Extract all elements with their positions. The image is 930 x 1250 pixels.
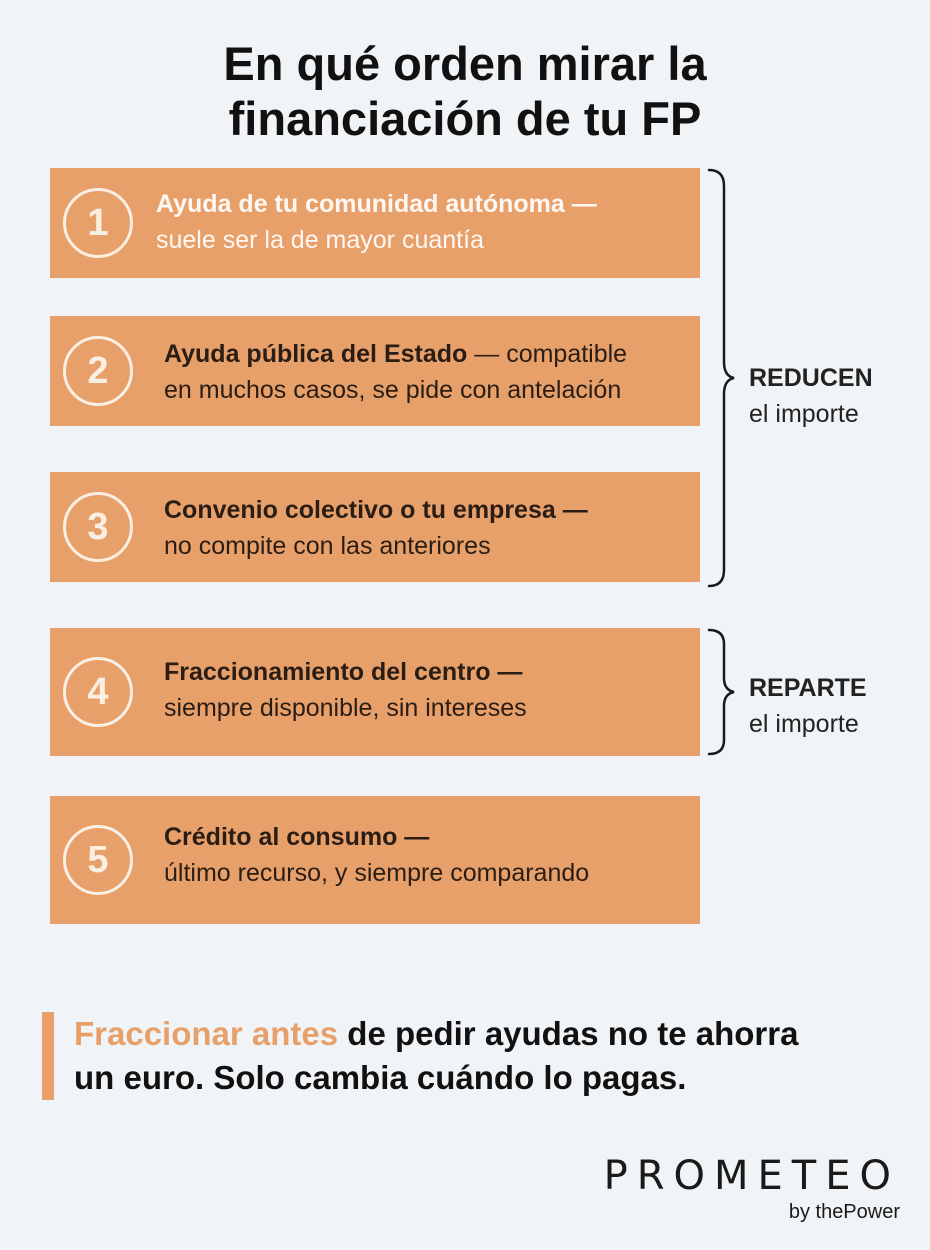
step-2-number: 2 [63,336,133,406]
step-1-rest: suele ser la de mayor cuantía [156,226,484,254]
step-4-rest: siempre disponible, sin intereses [164,694,527,722]
reparte-label-strong: REPARTE [749,674,867,702]
step-2-rest: en muchos casos, se pide con antelación [164,376,622,404]
reducen-bracket [700,166,740,590]
logo-wordmark: PROMETEO [603,1153,900,1199]
reparte-label [749,670,867,742]
step-5-lead: Crédito al consumo — [164,823,430,851]
step-2-text [164,336,690,408]
step-5-number: 5 [63,825,133,895]
step-4-lead: Fraccionamiento del centro — [164,658,523,686]
title-line-2: financiación de tu FP [228,92,702,145]
step-3-rest: no compite con las anteriores [164,532,491,560]
step-2-lead: Ayuda pública del Estado [164,340,468,368]
prometeo-logo [604,1152,900,1224]
reparte-label-sub: el importe [749,710,859,738]
step-4-box [50,628,700,756]
reducen-label-strong: REDUCEN [749,364,873,392]
page-title [0,36,930,146]
conclusion-quote [42,1012,894,1100]
step-1-lead: Ayuda de tu comunidad autónoma — [156,190,597,218]
quote-text-2: un euro. Solo cambia cuándo lo pagas. [74,1059,687,1096]
step-4-text [164,654,690,726]
step-2-rest-inline: — compatible [467,340,628,368]
quote-text-1: de pedir ayudas no te ahorra [338,1015,799,1052]
quote-accent: Fraccionar antes [74,1015,339,1052]
reparte-bracket [700,626,740,760]
step-4-number: 4 [63,657,133,727]
step-3-lead: Convenio colectivo o tu empresa — [164,496,588,524]
step-5-text [164,819,690,891]
reducen-label-sub: el importe [749,400,859,428]
step-3-text [164,492,690,564]
step-5-rest: último recurso, y siempre comparando [164,859,590,887]
step-1-box [50,168,700,278]
logo-subtitle: by thePower [788,1201,900,1223]
step-3-number: 3 [63,492,133,562]
title-line-1: En qué orden mirar la [223,37,707,90]
step-1-number: 1 [63,188,133,258]
step-2-box [50,316,700,426]
step-3-box [50,472,700,582]
step-5-box [50,796,700,924]
step-1-text [156,186,690,258]
reducen-label [749,360,873,432]
